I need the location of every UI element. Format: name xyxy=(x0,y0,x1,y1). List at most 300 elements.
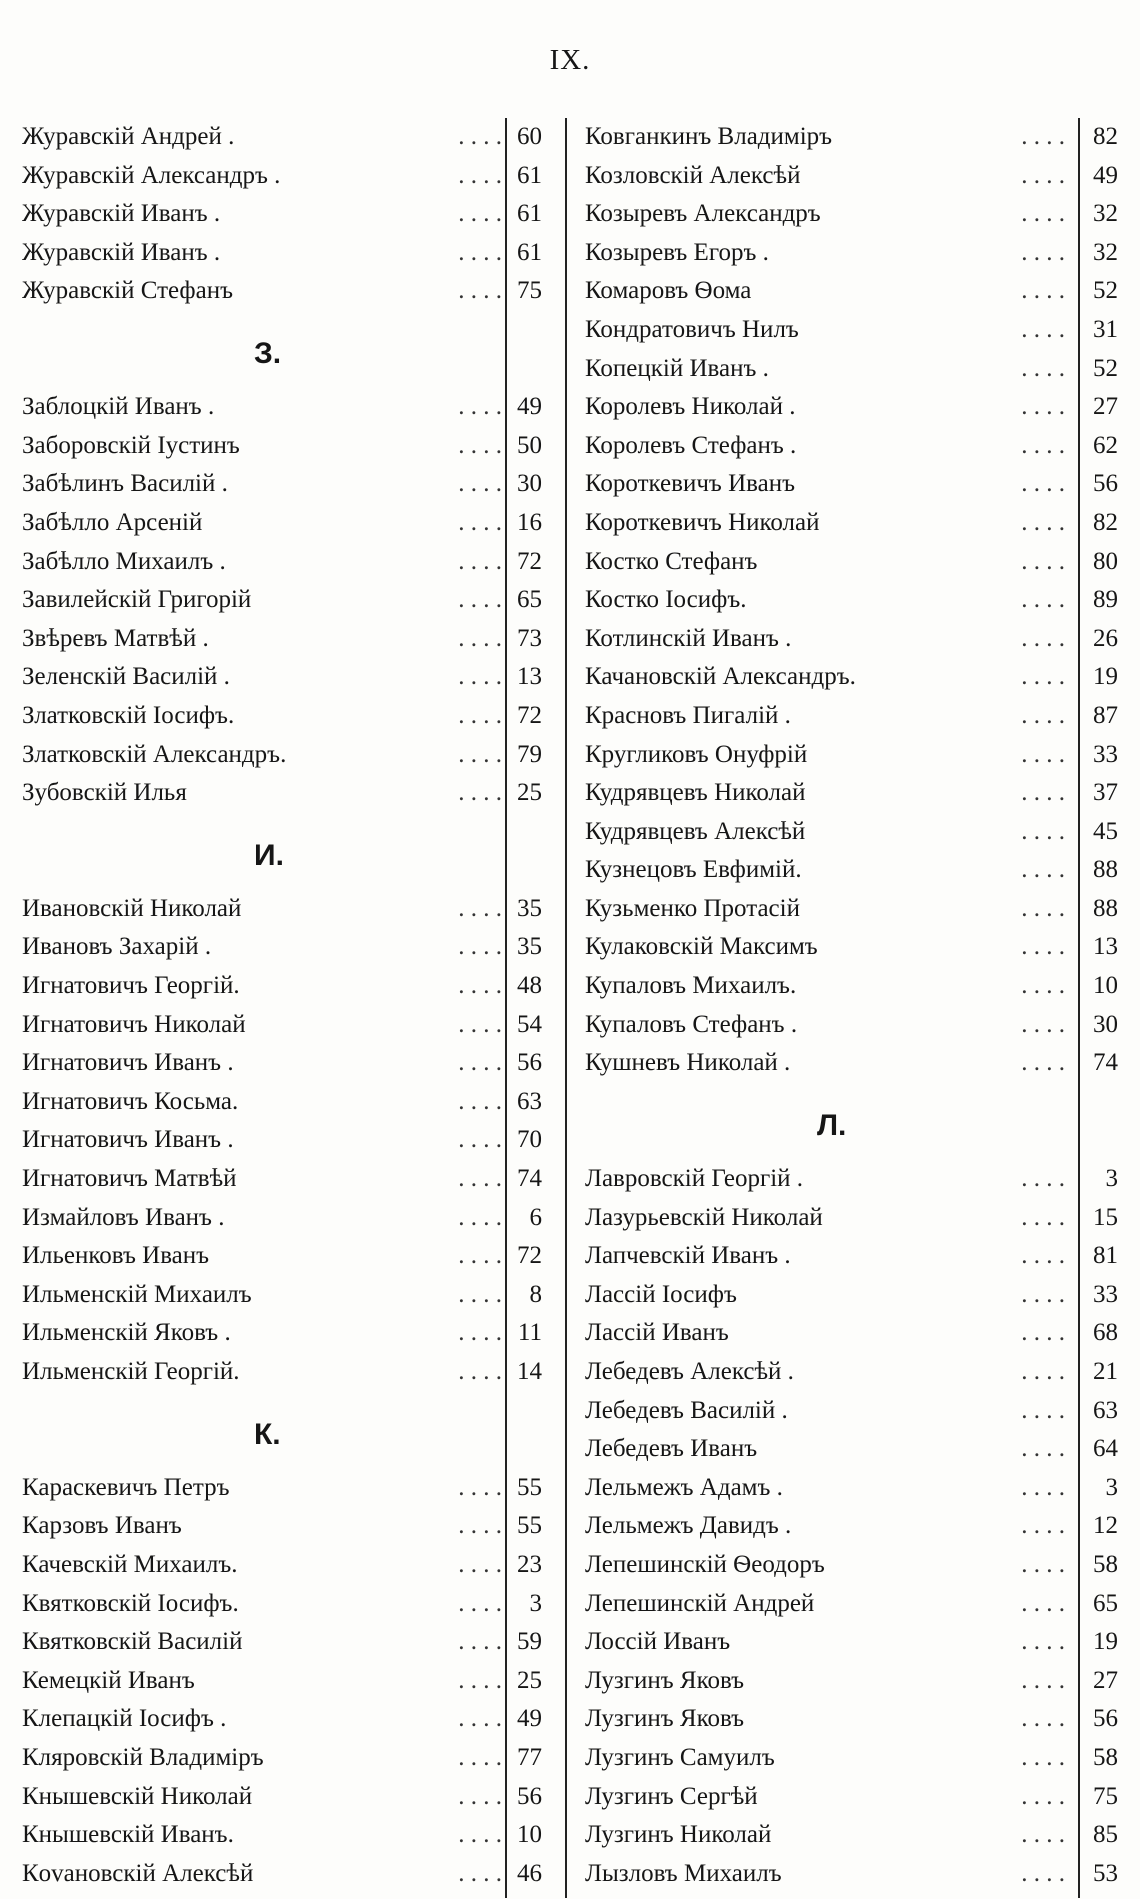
index-entry xyxy=(585,581,1123,620)
index-entry xyxy=(22,388,548,427)
index-entry xyxy=(22,465,548,504)
entry-name: Журавскій Александръ . xyxy=(22,161,281,189)
index-entry xyxy=(22,1160,548,1199)
entry-page-number: 14 xyxy=(517,1358,542,1385)
entry-name: Ильменскій Михаилъ xyxy=(22,1280,252,1308)
entry-page-number: 21 xyxy=(1093,1358,1118,1385)
entry-page-number: 52 xyxy=(1093,277,1118,305)
leader-dots: . . . . xyxy=(458,1628,502,1656)
entry-name: Заборовскій Іустинъ xyxy=(22,431,240,459)
entry-page-number: 62 xyxy=(1093,431,1118,459)
leader-dots: . . . . xyxy=(1021,1589,1065,1617)
leader-dots: . . . . xyxy=(1021,431,1065,459)
leader-dots: . . . . xyxy=(458,740,502,768)
leader-dots: . . . . xyxy=(458,972,502,1000)
leader-dots: . . . . xyxy=(1021,1203,1065,1231)
entry-name: Лавровскій Георгій . xyxy=(585,1165,804,1193)
entry-page-number: 61 xyxy=(517,238,542,266)
entry-page-number: 13 xyxy=(1093,933,1118,961)
index-entry xyxy=(585,1160,1123,1199)
entry-name: Лузгинъ Яковъ xyxy=(585,1705,745,1733)
leader-dots: . . . . xyxy=(458,1087,502,1115)
index-entry xyxy=(585,1700,1123,1739)
leader-dots: . . . . xyxy=(1021,354,1065,382)
index-entry xyxy=(22,543,548,582)
index-entry xyxy=(22,736,548,775)
entry-name: Забѣлло Михаилъ . xyxy=(22,547,226,575)
entry-page-number: 33 xyxy=(1093,1280,1118,1308)
index-entry xyxy=(585,1430,1123,1469)
entry-page-number: 63 xyxy=(517,1087,542,1115)
entry-page-number: 75 xyxy=(1093,1782,1118,1810)
entry-name: Лузгинъ Яковъ xyxy=(585,1666,745,1694)
index-entry xyxy=(585,543,1123,582)
entry-page-number: 55 xyxy=(517,1473,542,1501)
entry-name: Кушневъ Николай . xyxy=(585,1049,791,1077)
leader-dots: . . . . xyxy=(458,393,502,421)
index-entry xyxy=(585,890,1123,929)
entry-name: Карзовъ Иванъ xyxy=(22,1512,182,1540)
entry-name: Зубовскій Илья xyxy=(22,779,187,807)
leader-dots: . . . . xyxy=(1021,200,1065,228)
entry-name: Кнышевскій Иванъ. xyxy=(22,1821,234,1849)
entry-page-number: 8 xyxy=(529,1280,542,1308)
index-entry xyxy=(22,658,548,697)
index-entry xyxy=(22,1546,548,1585)
index-entry xyxy=(22,118,548,157)
leader-dots: . . . . xyxy=(458,1319,502,1347)
entry-name: Забѣлинъ Василій . xyxy=(22,470,228,498)
index-entry xyxy=(585,620,1123,659)
entry-name: Качевскій Михаилъ. xyxy=(22,1550,238,1578)
entry-name: Лебедевъ Иванъ xyxy=(585,1435,758,1463)
entry-page-number: 32 xyxy=(1093,200,1118,228)
index-entry xyxy=(22,1469,548,1508)
leader-dots: . . . . xyxy=(458,547,502,575)
index-entry xyxy=(22,967,548,1006)
entry-name: Лепешинскій Ѳеодоръ xyxy=(585,1550,825,1578)
leader-dots: . . . . xyxy=(458,1782,502,1810)
entry-page-number: 56 xyxy=(1093,1705,1118,1733)
leader-dots: . . . . xyxy=(458,701,502,729)
entry-name: Лельмежъ Давидъ . xyxy=(585,1512,792,1540)
entry-name: Козыревъ Егоръ . xyxy=(585,238,769,266)
leader-dots: . . . . xyxy=(1021,1010,1065,1038)
entry-page-number: 13 xyxy=(517,663,542,691)
leader-dots: . . . . xyxy=(1021,1435,1065,1463)
entry-page-number: 73 xyxy=(517,624,542,652)
entry-page-number: 35 xyxy=(517,933,542,961)
entry-page-number: 3 xyxy=(1105,1165,1118,1193)
entry-name: Забѣлло Арсеній xyxy=(22,508,203,536)
entry-name: Завилейскій Григорій xyxy=(22,586,252,614)
index-entry xyxy=(585,1816,1123,1855)
index-entry xyxy=(22,1199,548,1238)
leader-dots: . . . . xyxy=(458,123,502,150)
leader-dots: . . . . xyxy=(1021,663,1065,691)
leader-dots: . . . . xyxy=(458,1743,502,1771)
index-entry xyxy=(585,1314,1123,1353)
index-entry xyxy=(585,195,1123,234)
leader-dots: . . . . xyxy=(458,238,502,266)
entry-page-number: 16 xyxy=(517,508,542,536)
entry-name: Ивановскій Николай xyxy=(22,894,242,922)
index-entry xyxy=(585,234,1123,273)
entry-page-number: 19 xyxy=(1093,1628,1118,1656)
index-entry xyxy=(22,234,548,273)
leader-dots: . . . . xyxy=(458,1550,502,1578)
index-entry xyxy=(22,697,548,736)
entry-name: Лузгинъ Самуилъ xyxy=(585,1743,775,1771)
leader-dots: . . . . xyxy=(1021,1358,1065,1385)
leader-dots: . . . . xyxy=(458,1666,502,1694)
leader-dots: . . . . xyxy=(458,1512,502,1540)
index-entry xyxy=(585,658,1123,697)
leader-dots: . . . . xyxy=(458,1242,502,1270)
entry-name: Клепацкій Іосифъ . xyxy=(22,1705,227,1733)
entry-name: Лельмежъ Адамъ . xyxy=(585,1473,783,1501)
entry-page-number: 35 xyxy=(517,894,542,922)
entry-name: Златковскій Александръ. xyxy=(22,740,287,768)
entry-page-number: 82 xyxy=(1093,508,1118,536)
entry-page-number: 87 xyxy=(1093,701,1118,729)
entry-page-number: 88 xyxy=(1093,894,1118,922)
index-entry xyxy=(22,1623,548,1662)
entry-page-number: 27 xyxy=(1093,393,1118,421)
entry-name: Красновъ Пигалій . xyxy=(585,701,791,729)
entry-name: Лепешинскій Андрей xyxy=(585,1589,815,1617)
entry-name: Кляровскій Владиміръ xyxy=(22,1743,264,1771)
leader-dots: . . . . xyxy=(1021,1396,1065,1424)
leader-dots: . . . . xyxy=(1021,1550,1065,1578)
index-entry xyxy=(22,620,548,659)
entry-name: Игнатовичъ Иванъ . xyxy=(22,1126,234,1154)
leader-dots: . . . . xyxy=(458,1126,502,1154)
entry-name: Королевъ Николай . xyxy=(585,393,796,421)
index-entry xyxy=(22,1083,548,1122)
entry-name: Лузгинъ Сергѣй xyxy=(585,1782,758,1810)
index-entry xyxy=(22,1353,548,1392)
leader-dots: . . . . xyxy=(458,779,502,807)
entry-name: Ильменскій Георгій. xyxy=(22,1358,240,1385)
leader-dots: . . . . xyxy=(1021,1859,1065,1887)
index-entry xyxy=(585,1392,1123,1431)
index-entry xyxy=(585,1585,1123,1624)
section-letter: И. xyxy=(254,838,284,872)
leader-dots: . . . . xyxy=(458,1049,502,1077)
index-entry xyxy=(585,118,1123,157)
leader-dots: . . . . xyxy=(1021,470,1065,498)
entry-page-number: 72 xyxy=(517,1242,542,1270)
index-entry xyxy=(22,272,548,311)
leader-dots: . . . . xyxy=(458,586,502,614)
entry-name: Кругликовъ Онуфрій xyxy=(585,740,808,768)
index-entry xyxy=(22,774,548,813)
entry-page-number: 61 xyxy=(517,200,542,228)
index-entry xyxy=(22,504,548,543)
entry-page-number: 85 xyxy=(1093,1821,1118,1849)
entry-page-number: 55 xyxy=(517,1512,542,1540)
index-entry xyxy=(585,1546,1123,1585)
entry-name: Костко Стефанъ xyxy=(585,547,758,575)
entry-name: Купаловъ Михаилъ. xyxy=(585,972,797,1000)
entry-name: Короткевичъ Иванъ xyxy=(585,470,796,498)
entry-name: Копецкій Иванъ . xyxy=(585,354,769,382)
entry-page-number: 75 xyxy=(517,277,542,305)
entry-name: Караскевичъ Петръ xyxy=(22,1473,230,1501)
entry-name: Игнатовичъ Иванъ . xyxy=(22,1049,234,1077)
entry-name: Игнатовичъ Георгій. xyxy=(22,972,240,1000)
entry-name: Качановскій Александръ. xyxy=(585,663,856,691)
index-entry xyxy=(22,1121,548,1160)
entry-page-number: 49 xyxy=(1093,161,1118,189)
leader-dots: . . . . xyxy=(458,1280,502,1308)
entry-name: Измайловъ Иванъ . xyxy=(22,1203,225,1231)
entry-name: Зеленскій Василій . xyxy=(22,663,230,691)
entry-page-number: 81 xyxy=(1093,1242,1118,1270)
leader-dots: . . . . xyxy=(1021,1705,1065,1733)
leader-dots: . . . . xyxy=(1021,1319,1065,1347)
entry-page-number: 33 xyxy=(1093,740,1118,768)
leader-dots: . . . . xyxy=(458,1203,502,1231)
entry-name: Кондратовичъ Нилъ xyxy=(585,315,799,343)
entry-page-number: 65 xyxy=(1093,1589,1118,1617)
entry-name: Квятковскій Василій xyxy=(22,1628,243,1656)
leader-dots: . . . . xyxy=(1021,1666,1065,1694)
entry-name: Златковскій Іосифъ. xyxy=(22,701,235,729)
leader-dots: . . . . xyxy=(458,624,502,652)
leader-dots: . . . . xyxy=(458,1859,502,1887)
left-index-column xyxy=(22,118,548,1893)
center-column-divider xyxy=(565,118,567,1898)
entry-name: Журавскій Андрей . xyxy=(22,123,235,150)
entry-page-number: 60 xyxy=(517,123,542,150)
index-entry xyxy=(585,928,1123,967)
entry-page-number: 49 xyxy=(517,393,542,421)
leader-dots: . . . . xyxy=(1021,894,1065,922)
leader-dots: . . . . xyxy=(1021,508,1065,536)
leader-dots: . . . . xyxy=(1021,1473,1065,1501)
entry-name: Кузьменко Протасій xyxy=(585,894,800,922)
index-entry xyxy=(22,1044,548,1083)
index-entry xyxy=(22,157,548,196)
entry-page-number: 23 xyxy=(517,1550,542,1578)
entry-name: Кovановскій Алексѣй xyxy=(22,1859,254,1887)
entry-page-number: 82 xyxy=(1093,123,1118,150)
leader-dots: . . . . xyxy=(1021,1242,1065,1270)
entry-page-number: 74 xyxy=(517,1165,542,1193)
index-entry xyxy=(585,504,1123,543)
entry-name: Кемецкій Иванъ xyxy=(22,1666,195,1694)
entry-page-number: 3 xyxy=(529,1589,542,1617)
index-entry xyxy=(22,1778,548,1817)
index-entry xyxy=(585,311,1123,350)
entry-name: Журавскій Иванъ . xyxy=(22,200,221,228)
index-entry xyxy=(22,1739,548,1778)
index-entry xyxy=(585,697,1123,736)
index-entry xyxy=(22,1237,548,1276)
leader-dots: . . . . xyxy=(1021,1512,1065,1540)
index-entry xyxy=(22,1855,548,1894)
index-entry xyxy=(585,1469,1123,1508)
leader-dots: . . . . xyxy=(1021,1280,1065,1308)
entry-page-number: 6 xyxy=(529,1203,542,1231)
page-number-header: IX. xyxy=(549,44,591,76)
section-letter-heading xyxy=(22,1392,548,1469)
entry-page-number: 64 xyxy=(1093,1435,1118,1463)
leader-dots: . . . . xyxy=(458,1589,502,1617)
entry-name: Лызловъ Михаилъ xyxy=(585,1859,782,1887)
leader-dots: . . . . xyxy=(1021,315,1065,343)
index-entry xyxy=(585,1237,1123,1276)
leader-dots: . . . . xyxy=(1021,856,1065,884)
index-entry xyxy=(585,813,1123,852)
index-entry xyxy=(22,1816,548,1855)
entry-name: Козыревъ Александръ xyxy=(585,200,821,228)
index-entry xyxy=(585,1739,1123,1778)
entry-page-number: 12 xyxy=(1093,1512,1118,1540)
entry-name: Костко Іосифъ. xyxy=(585,586,747,614)
index-entry xyxy=(22,1507,548,1546)
index-entry xyxy=(585,1623,1123,1662)
entry-name: Заблоцкій Иванъ . xyxy=(22,393,215,421)
entry-page-number: 56 xyxy=(517,1782,542,1810)
leader-dots: . . . . xyxy=(1021,1049,1065,1077)
leader-dots: . . . . xyxy=(458,1358,502,1385)
section-letter-heading xyxy=(22,311,548,388)
entry-page-number: 53 xyxy=(1093,1859,1118,1887)
leader-dots: . . . . xyxy=(458,431,502,459)
entry-page-number: 68 xyxy=(1093,1319,1118,1347)
entry-page-number: 48 xyxy=(517,972,542,1000)
index-entry xyxy=(585,736,1123,775)
entry-page-number: 26 xyxy=(1093,624,1118,652)
entry-page-number: 15 xyxy=(1093,1203,1118,1231)
leader-dots: . . . . xyxy=(1021,1628,1065,1656)
entry-name: Ильменскій Яковъ . xyxy=(22,1319,231,1347)
entry-name: Ивановъ Захарій . xyxy=(22,933,212,961)
leader-dots: . . . . xyxy=(458,1010,502,1038)
entry-page-number: 52 xyxy=(1093,354,1118,382)
index-entry xyxy=(585,465,1123,504)
entry-page-number: 59 xyxy=(517,1628,542,1656)
entry-page-number: 70 xyxy=(517,1126,542,1154)
entry-name: Кудрявцевъ Николай xyxy=(585,779,806,807)
entry-page-number: 19 xyxy=(1093,663,1118,691)
entry-name: Лассій Іосифъ xyxy=(585,1280,737,1308)
leader-dots: . . . . xyxy=(458,663,502,691)
leader-dots: . . . . xyxy=(458,894,502,922)
leader-dots: . . . . xyxy=(1021,933,1065,961)
entry-page-number: 61 xyxy=(517,161,542,189)
entry-page-number: 89 xyxy=(1093,586,1118,614)
section-letter: Л. xyxy=(817,1108,847,1142)
entry-page-number: 27 xyxy=(1093,1666,1118,1694)
entry-name: Комаровъ Ѳома xyxy=(585,277,752,305)
leader-dots: . . . . xyxy=(1021,1821,1065,1849)
leader-dots: . . . . xyxy=(458,1705,502,1733)
entry-page-number: 50 xyxy=(517,431,542,459)
entry-page-number: 25 xyxy=(517,779,542,807)
index-entry xyxy=(585,1353,1123,1392)
entry-name: Лебедевъ Василій . xyxy=(585,1396,788,1424)
leader-dots: . . . . xyxy=(1021,161,1065,189)
entry-page-number: 79 xyxy=(517,740,542,768)
entry-name: Игнатовичъ Косьма. xyxy=(22,1087,239,1115)
index-entry xyxy=(22,890,548,929)
entry-page-number: 25 xyxy=(517,1666,542,1694)
index-entry xyxy=(22,195,548,234)
section-letter: К. xyxy=(254,1417,281,1451)
entry-name: Журавскій Стефанъ xyxy=(22,277,234,305)
leader-dots: . . . . xyxy=(458,470,502,498)
leader-dots: . . . . xyxy=(1021,586,1065,614)
entry-page-number: 37 xyxy=(1093,779,1118,807)
index-entry xyxy=(585,1855,1123,1894)
index-entry xyxy=(22,1314,548,1353)
index-entry xyxy=(585,388,1123,427)
index-entry xyxy=(22,1006,548,1045)
leader-dots: . . . . xyxy=(458,1821,502,1849)
index-entry xyxy=(585,1199,1123,1238)
section-letter-heading xyxy=(22,813,548,890)
entry-name: Купаловъ Стефанъ . xyxy=(585,1010,798,1038)
entry-page-number: 88 xyxy=(1093,856,1118,884)
index-entry xyxy=(585,774,1123,813)
entry-name: Лазурьевскій Николай xyxy=(585,1203,823,1231)
leader-dots: . . . . xyxy=(1021,393,1065,421)
entry-page-number: 80 xyxy=(1093,547,1118,575)
entry-page-number: 77 xyxy=(517,1743,542,1771)
entry-name: Лоссій Иванъ xyxy=(585,1628,731,1656)
index-entry xyxy=(585,1044,1123,1083)
entry-page-number: 63 xyxy=(1093,1396,1118,1424)
leader-dots: . . . . xyxy=(458,933,502,961)
leader-dots: . . . . xyxy=(1021,238,1065,266)
entry-page-number: 30 xyxy=(517,470,542,498)
entry-name: Кулаковскій Максимъ xyxy=(585,933,818,961)
index-entry xyxy=(585,427,1123,466)
index-entry xyxy=(585,1507,1123,1546)
entry-name: Королевъ Стефанъ . xyxy=(585,431,797,459)
entry-page-number: 72 xyxy=(517,547,542,575)
section-letter-heading xyxy=(585,1083,1123,1160)
leader-dots: . . . . xyxy=(1021,1782,1065,1810)
index-entry xyxy=(22,1700,548,1739)
entry-name: Звѣревъ Матвѣй . xyxy=(22,624,209,652)
entry-page-number: 74 xyxy=(1093,1049,1118,1077)
entry-name: Лапчевскій Иванъ . xyxy=(585,1242,791,1270)
entry-name: Ковганкинъ Владиміръ xyxy=(585,123,833,150)
entry-page-number: 56 xyxy=(517,1049,542,1077)
leader-dots: . . . . xyxy=(1021,740,1065,768)
entry-name: Лассій Иванъ xyxy=(585,1319,729,1347)
leader-dots: . . . . xyxy=(458,1473,502,1501)
entry-name: Игнатовичъ Николай xyxy=(22,1010,246,1038)
entry-page-number: 11 xyxy=(517,1319,542,1347)
index-entry xyxy=(585,1662,1123,1701)
entry-page-number: 49 xyxy=(517,1705,542,1733)
entry-page-number: 58 xyxy=(1093,1743,1118,1771)
entry-page-number: 56 xyxy=(1093,470,1118,498)
leader-dots: . . . . xyxy=(1021,547,1065,575)
entry-page-number: 32 xyxy=(1093,238,1118,266)
index-entry xyxy=(22,581,548,620)
entry-name: Кудрявцевъ Алексѣй xyxy=(585,817,806,845)
entry-name: Лебедевъ Алексѣй . xyxy=(585,1358,794,1385)
entry-name: Кузнецовъ Евфимій. xyxy=(585,856,802,884)
index-entry xyxy=(22,1662,548,1701)
